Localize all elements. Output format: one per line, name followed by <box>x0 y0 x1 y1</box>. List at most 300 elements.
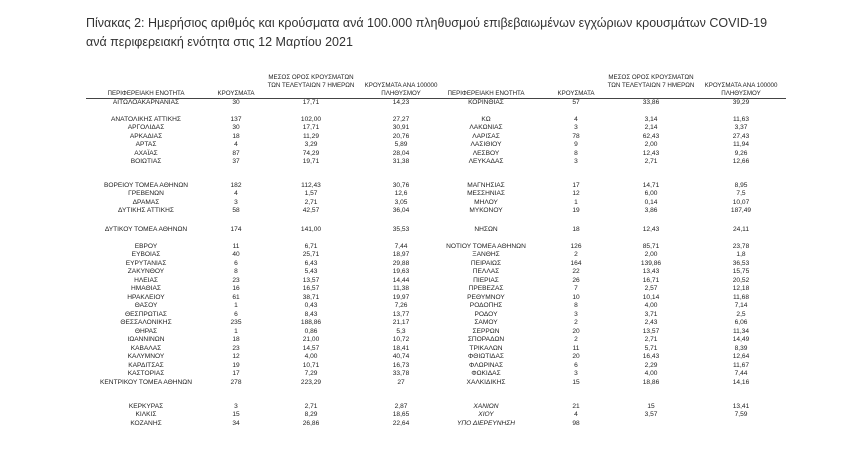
table-row <box>86 226 446 234</box>
cases-cell: 4 <box>574 411 578 418</box>
table-row <box>86 285 446 293</box>
cases-cell: 12 <box>572 190 580 197</box>
per100k-cell: 30,91 <box>392 124 410 131</box>
per100k-cell: 14,23 <box>392 98 410 106</box>
region-cell: ΖΑΚΥΝΘΟΥ <box>127 268 165 275</box>
region-cell: ΗΡΑΚΛΕΙΟΥ <box>127 293 165 301</box>
table-row <box>86 370 446 378</box>
cases-cell: 18 <box>232 132 240 140</box>
avg7-cell: 85,71 <box>642 242 660 250</box>
table-row <box>86 277 446 285</box>
cases-cell: 17 <box>232 370 240 377</box>
per100k-cell: 18,41 <box>392 344 410 352</box>
cases-cell: 6 <box>234 259 238 267</box>
per100k-cell: 18,65 <box>392 411 410 418</box>
per100k-cell: 16,73 <box>392 361 410 369</box>
per100k-cell: 24,11 <box>732 225 749 233</box>
cases-cell: 3 <box>574 310 578 318</box>
table-row <box>426 336 786 344</box>
cases-cell: 3 <box>574 124 578 131</box>
avg7-cell: 2,43 <box>644 319 658 326</box>
table-row <box>86 311 446 319</box>
table-row <box>86 133 446 141</box>
avg7-cell: 11,29 <box>302 132 319 140</box>
per100k-cell: 7,5 <box>736 190 746 197</box>
cases-cell: 3 <box>574 158 578 165</box>
table-row <box>86 190 446 198</box>
cases-cell: 78 <box>572 132 580 140</box>
cases-cell: 3 <box>234 402 238 410</box>
region-cell: ΛΕΥΚΑΔΑΣ <box>468 158 504 165</box>
cases-cell: 11 <box>572 344 580 352</box>
avg7-cell: 4,00 <box>304 353 318 360</box>
per100k-cell: 30,76 <box>392 181 410 189</box>
region-cell: ΘΕΣΣΑΛΟΝΙΚΗΣ <box>120 319 172 326</box>
cases-cell: 4 <box>234 141 238 148</box>
cases-cell: 21 <box>572 402 580 410</box>
region-cell: ΠΡΕΒΕΖΑΣ <box>468 285 504 292</box>
region-cell: ΦΛΩΡΙΝΑΣ <box>468 361 504 369</box>
avg7-cell: 5,43 <box>304 268 318 275</box>
table-row <box>86 260 446 268</box>
table-row <box>426 403 786 411</box>
cases-cell: 18 <box>232 336 240 343</box>
region-cell: ΚΑΒΑΛΑΣ <box>130 344 162 352</box>
per100k-cell: 11,68 <box>732 293 749 301</box>
table-row <box>86 251 446 259</box>
cases-cell: 40 <box>232 251 240 258</box>
per100k-cell: 29,88 <box>392 259 410 267</box>
table-row <box>86 353 446 361</box>
per100k-cell: 28,04 <box>392 149 410 157</box>
avg7-cell: 0,86 <box>304 327 318 335</box>
per100k-cell: 13,41 <box>732 402 750 410</box>
region-cell: ΣΠΟΡΑΔΩΝ <box>467 336 505 343</box>
cases-cell: 4 <box>234 190 238 197</box>
cases-cell: 3 <box>234 198 238 206</box>
cases-cell: 174 <box>230 225 242 233</box>
avg7-cell: 14,71 <box>642 181 660 189</box>
table-row <box>426 420 786 428</box>
left-header-cases: ΚΡΟΥΣΜΑΤΑ <box>217 90 255 97</box>
region-cell: ΝΗΣΩΝ <box>474 225 498 233</box>
avg7-cell: 33,86 <box>642 98 660 106</box>
cases-cell: 20 <box>572 353 580 360</box>
cases-cell: 11 <box>232 242 240 250</box>
avg7-cell: 2,57 <box>644 285 658 292</box>
table-row <box>426 182 786 190</box>
cases-cell: 278 <box>230 378 242 386</box>
table-row <box>86 294 446 302</box>
cases-cell: 58 <box>232 207 240 214</box>
region-cell: ΝΟΤΙΟΥ ΤΟΜΕΑ ΑΘΗΝΩΝ <box>446 242 526 250</box>
table-row <box>426 207 786 215</box>
avg7-cell: 74,29 <box>302 149 320 157</box>
avg7-cell: 6,71 <box>304 242 318 250</box>
table-row <box>426 285 786 293</box>
avg7-cell: 223,29 <box>300 378 322 386</box>
region-cell: ΡΟΔΟΥ <box>474 310 498 318</box>
region-cell: ΜΑΓΝΗΣΙΑΣ <box>467 181 505 189</box>
table-row <box>426 319 786 327</box>
per100k-cell: 10,07 <box>732 198 750 206</box>
region-cell: ΑΡΓΟΛΙΔΑΣ <box>127 124 165 131</box>
avg7-cell: 62,43 <box>642 132 660 140</box>
cases-cell: 19 <box>232 361 240 369</box>
avg7-cell: 7,29 <box>304 370 318 377</box>
per100k-cell: 36,04 <box>392 207 410 214</box>
table-row <box>426 243 786 251</box>
avg7-cell: 19,71 <box>302 158 320 165</box>
table-row <box>86 116 446 124</box>
cases-cell: 22 <box>572 268 580 275</box>
cases-cell: 30 <box>232 98 240 106</box>
per100k-cell: 39,29 <box>732 98 750 106</box>
cases-cell: 2 <box>574 251 578 258</box>
table-row <box>86 207 446 215</box>
table-row <box>426 302 786 310</box>
avg7-cell: 16,71 <box>642 276 660 284</box>
cases-cell: 2 <box>574 336 578 343</box>
per100k-cell: 19,63 <box>392 268 410 275</box>
table-row <box>426 226 786 234</box>
avg7-cell: 188,86 <box>300 319 322 326</box>
cases-cell: 26 <box>572 276 580 284</box>
per100k-cell: 11,67 <box>732 361 749 369</box>
table-row <box>426 141 786 149</box>
avg7-cell: 10,14 <box>642 293 660 301</box>
table-row <box>86 302 446 310</box>
right-header-per100k: ΚΡΟΥΣΜΑΤΑ ΑΝΑ 100000 ΠΛΗΘΥΣΜΟΥ <box>704 82 778 97</box>
per100k-cell: 2,87 <box>394 402 408 410</box>
per100k-cell: 27 <box>397 378 405 386</box>
avg7-cell: 25,71 <box>302 251 320 258</box>
table-row <box>426 150 786 158</box>
avg7-cell: 13,57 <box>642 327 660 335</box>
cases-cell: 17 <box>572 181 580 189</box>
per100k-cell: 2,5 <box>736 310 746 318</box>
per100k-cell: 1,8 <box>736 251 746 258</box>
table-row <box>86 141 446 149</box>
avg7-cell: 4,00 <box>644 302 658 309</box>
table-row <box>86 243 446 251</box>
cases-cell: 20 <box>572 327 580 335</box>
per100k-cell: 33,78 <box>392 370 410 377</box>
table-row <box>86 268 446 276</box>
per100k-cell: 18,97 <box>392 251 410 258</box>
region-cell: ΣΕΡΡΩΝ <box>472 327 500 335</box>
table-row <box>426 411 786 419</box>
per100k-cell: 27,27 <box>392 115 410 123</box>
per100k-cell: 21,17 <box>392 319 410 326</box>
region-cell: ΗΜΑΘΙΑΣ <box>131 285 161 292</box>
per100k-cell: 36,53 <box>732 259 750 267</box>
region-cell: ΚΩ <box>481 115 491 123</box>
table-row <box>86 319 446 327</box>
avg7-cell: 4,00 <box>644 370 658 377</box>
per100k-cell: 23,78 <box>732 242 750 250</box>
table-row <box>426 116 786 124</box>
table-row <box>426 251 786 259</box>
avg7-cell: 12,43 <box>642 149 660 157</box>
table-row <box>86 379 446 387</box>
region-cell: ΚΑΛΥΜΝΟΥ <box>127 353 165 360</box>
region-cell: ΣΑΜΟΥ <box>474 319 498 326</box>
cases-cell: 15 <box>232 411 240 418</box>
region-cell: ΞΑΝΘΗΣ <box>472 251 500 258</box>
avg7-cell: 2,71 <box>304 402 318 410</box>
table-row <box>426 158 786 166</box>
cases-cell: 235 <box>230 319 242 326</box>
region-cell: ΓΡΕΒΕΝΩΝ <box>128 190 164 197</box>
per100k-cell: 11,94 <box>732 141 749 148</box>
per100k-cell: 8,39 <box>734 344 748 352</box>
region-cell: ΚΕΝΤΡΙΚΟΥ ΤΟΜΕΑ ΑΘΗΝΩΝ <box>100 378 192 386</box>
avg7-cell: 15 <box>647 402 655 410</box>
table-row <box>426 370 786 378</box>
region-cell: ΚΕΡΚΥΡΑΣ <box>128 402 164 410</box>
avg7-cell: 2,14 <box>644 124 658 131</box>
region-cell: ΛΑΚΩΝΙΑΣ <box>469 124 503 131</box>
left-header-per100k: ΚΡΟΥΣΜΑΤΑ ΑΝΑ 100000 ΠΛΗΘΥΣΜΟΥ <box>364 82 438 97</box>
cases-cell: 6 <box>574 361 578 369</box>
cases-cell: 3 <box>574 370 578 377</box>
cases-cell: 15 <box>572 378 580 386</box>
table-row <box>426 353 786 361</box>
per100k-cell: 7,44 <box>394 242 408 250</box>
per100k-cell: 7,14 <box>734 302 748 309</box>
cases-cell: 87 <box>232 149 240 157</box>
per100k-cell: 9,26 <box>734 149 748 157</box>
per100k-cell: 10,72 <box>392 336 410 343</box>
region-cell: ΜΗΛΟΥ <box>474 198 498 206</box>
avg7-cell: 139,86 <box>640 259 662 267</box>
region-cell: ΔΥΤΙΚΗΣ ΑΤΤΙΚΗΣ <box>118 207 174 214</box>
per100k-cell: 14,44 <box>392 276 410 284</box>
cases-cell: 126 <box>570 242 582 250</box>
table-row <box>86 403 446 411</box>
avg7-cell: 26,86 <box>302 419 320 427</box>
cases-cell: 1 <box>574 198 578 206</box>
per100k-cell: 35,53 <box>392 225 410 233</box>
region-cell: ΗΛΕΙΑΣ <box>134 276 158 284</box>
avg7-cell: 12,43 <box>642 225 660 233</box>
right-header-region: ΠΕΡΙΦΕΡΕΙΑΚΗ ΕΝΟΤΗΤΑ <box>447 90 525 97</box>
avg7-cell: 16,57 <box>302 285 320 292</box>
cases-cell: 10 <box>572 293 580 301</box>
per100k-cell: 27,43 <box>732 132 750 140</box>
avg7-cell: 3,29 <box>304 141 318 148</box>
avg7-cell: 3,86 <box>644 207 658 214</box>
avg7-cell: 6,00 <box>644 190 658 197</box>
region-cell: ΘΗΡΑΣ <box>134 327 158 335</box>
per100k-cell: 22,64 <box>392 419 410 427</box>
per100k-cell: 19,97 <box>392 293 410 301</box>
avg7-cell: 6,43 <box>304 259 318 267</box>
per100k-cell: 15,75 <box>732 268 750 275</box>
region-cell: ΑΙΤΩΛΟΑΚΑΡΝΑΝΙΑΣ <box>112 98 180 106</box>
per100k-cell: 5,3 <box>396 327 406 335</box>
cases-cell: 19 <box>572 207 580 214</box>
table-row <box>86 124 446 132</box>
table-row <box>426 345 786 353</box>
table-row <box>426 124 786 132</box>
cases-cell: 2 <box>574 319 578 326</box>
avg7-cell: 8,43 <box>304 310 318 318</box>
region-cell: ΚΑΣΤΟΡΙΑΣ <box>127 370 165 377</box>
table-row <box>426 379 786 387</box>
per100k-cell: 3,37 <box>734 124 748 131</box>
table-row <box>426 277 786 285</box>
cases-cell: 18 <box>572 225 580 233</box>
table-row <box>86 199 446 207</box>
cases-cell: 7 <box>574 285 578 292</box>
region-cell: ΔΡΑΜΑΣ <box>132 198 160 206</box>
table-row <box>86 158 446 166</box>
cases-cell: 9 <box>574 141 578 148</box>
region-cell: ΒΟΙΩΤΙΑΣ <box>130 158 162 165</box>
avg7-cell: 21,00 <box>302 336 320 343</box>
cases-cell: 8 <box>234 268 238 275</box>
per100k-cell: 7,44 <box>734 370 748 377</box>
region-cell: ΘΑΣΟΥ <box>134 302 158 309</box>
region-cell: ΠΕΙΡΑΙΩΣ <box>470 259 502 267</box>
per100k-cell: 31,38 <box>392 158 410 165</box>
region-cell: ΔΥΤΙΚΟΥ ΤΟΜΕΑ ΑΘΗΝΩΝ <box>104 225 188 233</box>
table-row <box>86 328 446 336</box>
per100k-cell: 12,66 <box>732 158 750 165</box>
avg7-cell: 2,71 <box>644 336 658 343</box>
region-cell: ΦΘΙΩΤΙΔΑΣ <box>468 353 504 360</box>
per100k-cell: 12,6 <box>394 190 408 197</box>
cases-cell: 6 <box>234 310 238 318</box>
table-row <box>86 345 446 353</box>
table-row <box>426 294 786 302</box>
region-cell: ΧΑΛΚΙΔΙΚΗΣ <box>466 378 506 386</box>
table-row <box>86 411 446 419</box>
avg7-cell: 42,57 <box>302 207 320 214</box>
per100k-cell: 13,77 <box>392 310 410 318</box>
cases-cell: 37 <box>232 158 240 165</box>
table-row <box>86 362 446 370</box>
region-cell: ΚΟΡΙΝΘΙΑΣ <box>468 98 504 106</box>
region-cell: ΙΩΑΝΝΙΝΩΝ <box>127 336 165 343</box>
region-cell: ΒΟΡΕΙΟΥ ΤΟΜΕΑ ΑΘΗΝΩΝ <box>103 181 189 189</box>
table-row <box>426 328 786 336</box>
region-cell: ΧΑΝΙΩΝ <box>473 402 499 410</box>
per100k-cell: 12,18 <box>732 285 750 292</box>
region-cell: ΡΟΔΟΠΗΣ <box>469 302 503 309</box>
region-cell: ΛΑΡΙΣΑΣ <box>472 132 500 140</box>
cases-cell: 1 <box>234 302 238 309</box>
per100k-cell: 14,49 <box>732 336 750 343</box>
cases-cell: 1 <box>234 327 238 335</box>
cases-cell: 164 <box>570 259 582 267</box>
avg7-cell: 16,43 <box>642 353 660 360</box>
right-header-cases: ΚΡΟΥΣΜΑΤΑ <box>557 90 595 97</box>
avg7-cell: 2,00 <box>644 251 658 258</box>
cases-cell: 16 <box>232 285 240 292</box>
per100k-cell: 8,95 <box>734 181 748 189</box>
per100k-cell: 7,59 <box>734 411 748 418</box>
region-cell: ΕΥΡΥΤΑΝΙΑΣ <box>125 259 167 267</box>
region-cell: ΚΑΡΔΙΤΣΑΣ <box>128 361 164 369</box>
table-row <box>426 260 786 268</box>
document-title: Πίνακας 2: Ημερήσιος αριθμός και κρούσματα ανά 100.000 πληθυσμού επιβεβαιωμένων εγχώριων κρουσμάτων COVID-19 ανά περιφερειακή ενότητα στις 12 Μαρτίου 2021 <box>86 16 768 49</box>
table-row <box>426 362 786 370</box>
avg7-cell: 2,71 <box>304 198 318 206</box>
per100k-cell: 7,26 <box>394 302 408 309</box>
cases-cell: 12 <box>232 353 240 360</box>
region-cell: ΑΝΑΤΟΛΙΚΗΣ ΑΤΤΙΚΗΣ <box>111 115 181 123</box>
region-cell: ΠΕΛΛΑΣ <box>472 268 500 275</box>
avg7-cell: 102,00 <box>300 115 322 123</box>
avg7-cell: 3,71 <box>644 310 658 318</box>
avg7-cell: 0,14 <box>644 198 658 206</box>
region-cell: ΕΒΡΟΥ <box>134 242 158 250</box>
avg7-cell: 17,71 <box>302 98 320 106</box>
region-cell: ΑΡΚΑΔΙΑΣ <box>129 132 163 140</box>
region-cell: ΑΡΤΑΣ <box>135 141 157 148</box>
per100k-cell: 14,16 <box>732 378 750 386</box>
region-cell: ΘΕΣΠΡΩΤΙΑΣ <box>124 310 168 318</box>
avg7-cell: 3,57 <box>644 411 658 418</box>
avg7-cell: 0,43 <box>304 302 318 309</box>
table-row <box>426 190 786 198</box>
avg7-cell: 10,71 <box>302 361 320 369</box>
avg7-cell: 13,57 <box>302 276 320 284</box>
per100k-cell: 6,06 <box>734 319 748 326</box>
region-cell: ΧΙΟΥ <box>478 411 494 418</box>
per100k-cell: 187,49 <box>730 207 752 214</box>
cases-cell: 57 <box>572 98 580 106</box>
avg7-cell: 112,43 <box>301 181 321 189</box>
region-cell: ΜΕΣΣΗΝΙΑΣ <box>467 190 505 197</box>
per100k-cell: 11,63 <box>732 115 749 123</box>
per100k-cell: 3,05 <box>394 198 408 206</box>
per100k-cell: 20,76 <box>392 132 410 140</box>
table-row <box>426 311 786 319</box>
region-cell: ΡΕΘΥΜΝΟΥ <box>467 293 505 301</box>
avg7-cell: 38,71 <box>302 293 320 301</box>
table-row <box>426 199 786 207</box>
table-row <box>86 150 446 158</box>
region-cell: ΑΧΑΪΑΣ <box>134 149 158 157</box>
region-cell: ΕΥΒΟΙΑΣ <box>131 251 161 258</box>
per100k-cell: 11,34 <box>732 327 749 335</box>
avg7-cell: 14,57 <box>302 344 320 352</box>
cases-cell: 8 <box>574 149 578 157</box>
region-cell: ΜΥΚΟΝΟΥ <box>469 207 503 214</box>
left-header-avg7: ΜΕΣΟΣ ΟΡΟΣ ΚΡΟΥΣΜΑΤΩΝ ΤΩΝ ΤΕΛΕΥΤΑΙΩΝ 7 ΗΜΕΡΩΝ <box>267 74 355 89</box>
cases-cell: 23 <box>232 276 240 284</box>
cases-cell: 61 <box>232 293 240 301</box>
table-row <box>86 336 446 344</box>
per100k-cell: 5,89 <box>394 141 408 148</box>
cases-cell: 4 <box>574 115 578 123</box>
cases-cell: 98 <box>572 419 580 427</box>
cases-cell: 137 <box>230 115 242 123</box>
per100k-cell: 11,38 <box>392 285 409 292</box>
cases-cell: 30 <box>232 124 240 131</box>
region-cell: ΚΙΛΚΙΣ <box>135 411 157 418</box>
avg7-cell: 5,71 <box>644 344 658 352</box>
region-cell: ΤΡΙΚΑΛΩΝ <box>469 344 503 352</box>
table-row <box>86 182 446 190</box>
table-row <box>426 268 786 276</box>
per100k-cell: 20,52 <box>732 276 750 284</box>
region-cell: ΚΟΖΑΝΗΣ <box>130 419 162 427</box>
